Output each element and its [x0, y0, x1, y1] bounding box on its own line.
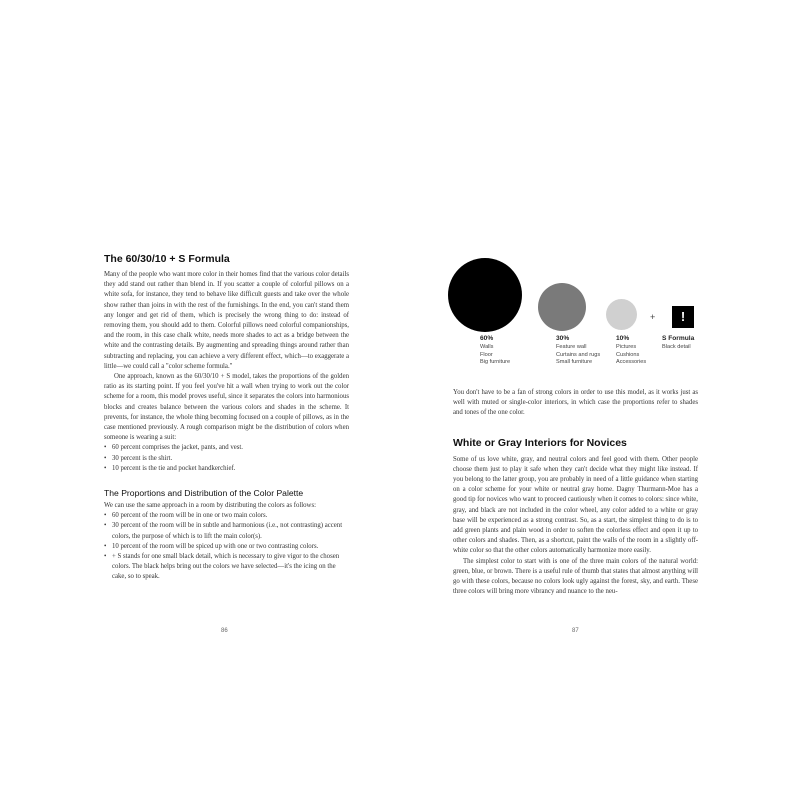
list-item: • 30 percent is the shirt. — [104, 454, 349, 464]
section-heading-formula: The 60/30/10 + S Formula — [104, 253, 230, 265]
label-s-formula: S Formula Black detail — [662, 335, 695, 350]
list-item: • 10 percent is the tie and pocket handkerchief. — [104, 464, 349, 474]
circle-30-percent — [538, 283, 586, 331]
suit-bullet-list — [104, 443, 349, 474]
body-paragraph: The simplest color to start with is one of the three main colors of the natural world: green, blue, or brown. There is a useful rule of thumb that states that almost anything will go with these colors, because no colors look ugly against the forest, sky, and earth. These three colors will bring more vibrancy and nuance to the neu- — [453, 557, 698, 596]
plus-sign: + — [650, 312, 656, 322]
label-10-percent: 10% Pictures Cushions Accessories — [616, 335, 647, 366]
right-text-block — [453, 388, 698, 597]
circle-10-percent — [606, 299, 637, 330]
right-page — [400, 0, 800, 800]
diagram-caption: You don't have to be a fan of strong colors in order to use this model, as it works just as well with muted or single-color interiors, in which case the proportions refer to shades and tones of the one color. — [453, 389, 698, 417]
list-item: • + S stands for one small black detail, which is necessary to give vigor to the chosen colors. The black helps bring out the colors we have selected—it's the icing on the cake, so to speak. — [104, 552, 349, 583]
left-text-block — [104, 253, 349, 583]
page-number: 86 — [221, 628, 228, 634]
page-number: 87 — [572, 628, 579, 634]
list-item: • 60 percent comprises the jacket, pants, and vest. — [104, 443, 349, 453]
body-paragraph: We can use the same approach in a room by distributing the colors as follows: — [104, 502, 316, 510]
list-item: • 60 percent of the room will be in one or two main colors. — [104, 511, 349, 521]
body-paragraph: One approach, known as the 60/30/10 + S model, takes the proportions of the golden ratio as its starting point. If you feel you've hit a wall when trying to work out the color scheme for a room, this model proves useful, since it separates the colors into harmonious blocks and creates balance between the various colors and shades in the scheme. It prevents, for instance, the whole thing becoming focused on a couple of pillows, as in the case mentioned previously. A rough comparison might be the distribution of colors when someone is wearing a suit: — [104, 373, 349, 442]
exclamation-icon: ! — [672, 306, 694, 328]
body-paragraph: Some of us love white, gray, and neutral colors and feel good with them. Other people choose them just to play it safe when they can't decide what they might like instead. If you belong to the latter group, you are probably in need of a little guidance when starting on a color scheme for your white or neutral gray home. Dagny Thurmann-Moe has a good tip for novices who want to proceed cautiously when it comes to colors: since white, gray, and black are not included in the color wheel, any color added to a white or gray base will be experienced as a strong contrast. So, as a start, the simplest thing to do is to add green plants and plain wood in order to soften the colorless effect and open it up to other colors and shades. Then, as a shortcut, paint the walls of the room in a slightly off-white color so that the other colors automatically harmonize more easily. — [453, 455, 699, 555]
label-60-percent: 60% Walls Floor Big furniture — [480, 335, 511, 366]
subheading-proportions: The Proportions and Distribution of the Color Palette — [104, 488, 304, 499]
label-30-percent: 30% Feature wall Curtains and rugs Small furniture — [556, 335, 601, 366]
circle-60-percent — [448, 258, 522, 332]
room-bullet-list — [104, 511, 349, 582]
body-paragraph: Many of the people who want more color in their homes find that the various color details they add stand out rather than blend in. If you scatter a couple of colorful pillows on a white sofa, for instance, they tend to behave like difficult guests and take over the whole show rather than joins in with the rest of the furnishings. In the end, you can't stand them any longer and get rid of them, which is precisely the wrong thing to do: instead of removing them, you should add to them. Colorful pillows need colorful companionships, and the room, in this case chalk white, needs more shades to act as a bridge between the white and the contrasting details. By augmenting and spreading things around rather than subtracting and replacing, you can achieve a very different effect, which—to exaggerate a little—we could call a "color scheme formula." — [104, 271, 349, 370]
list-item: • 30 percent of the room will be in subtle and harmonious (i.e., not contrasting) accent colors, the purpose of which is to lift the main color(s). — [104, 521, 349, 541]
list-item: • 10 percent of the room will be spiced up with one or two contrasting colors. — [104, 542, 349, 552]
section-heading-novices: White or Gray Interiors for Novices — [453, 436, 627, 449]
